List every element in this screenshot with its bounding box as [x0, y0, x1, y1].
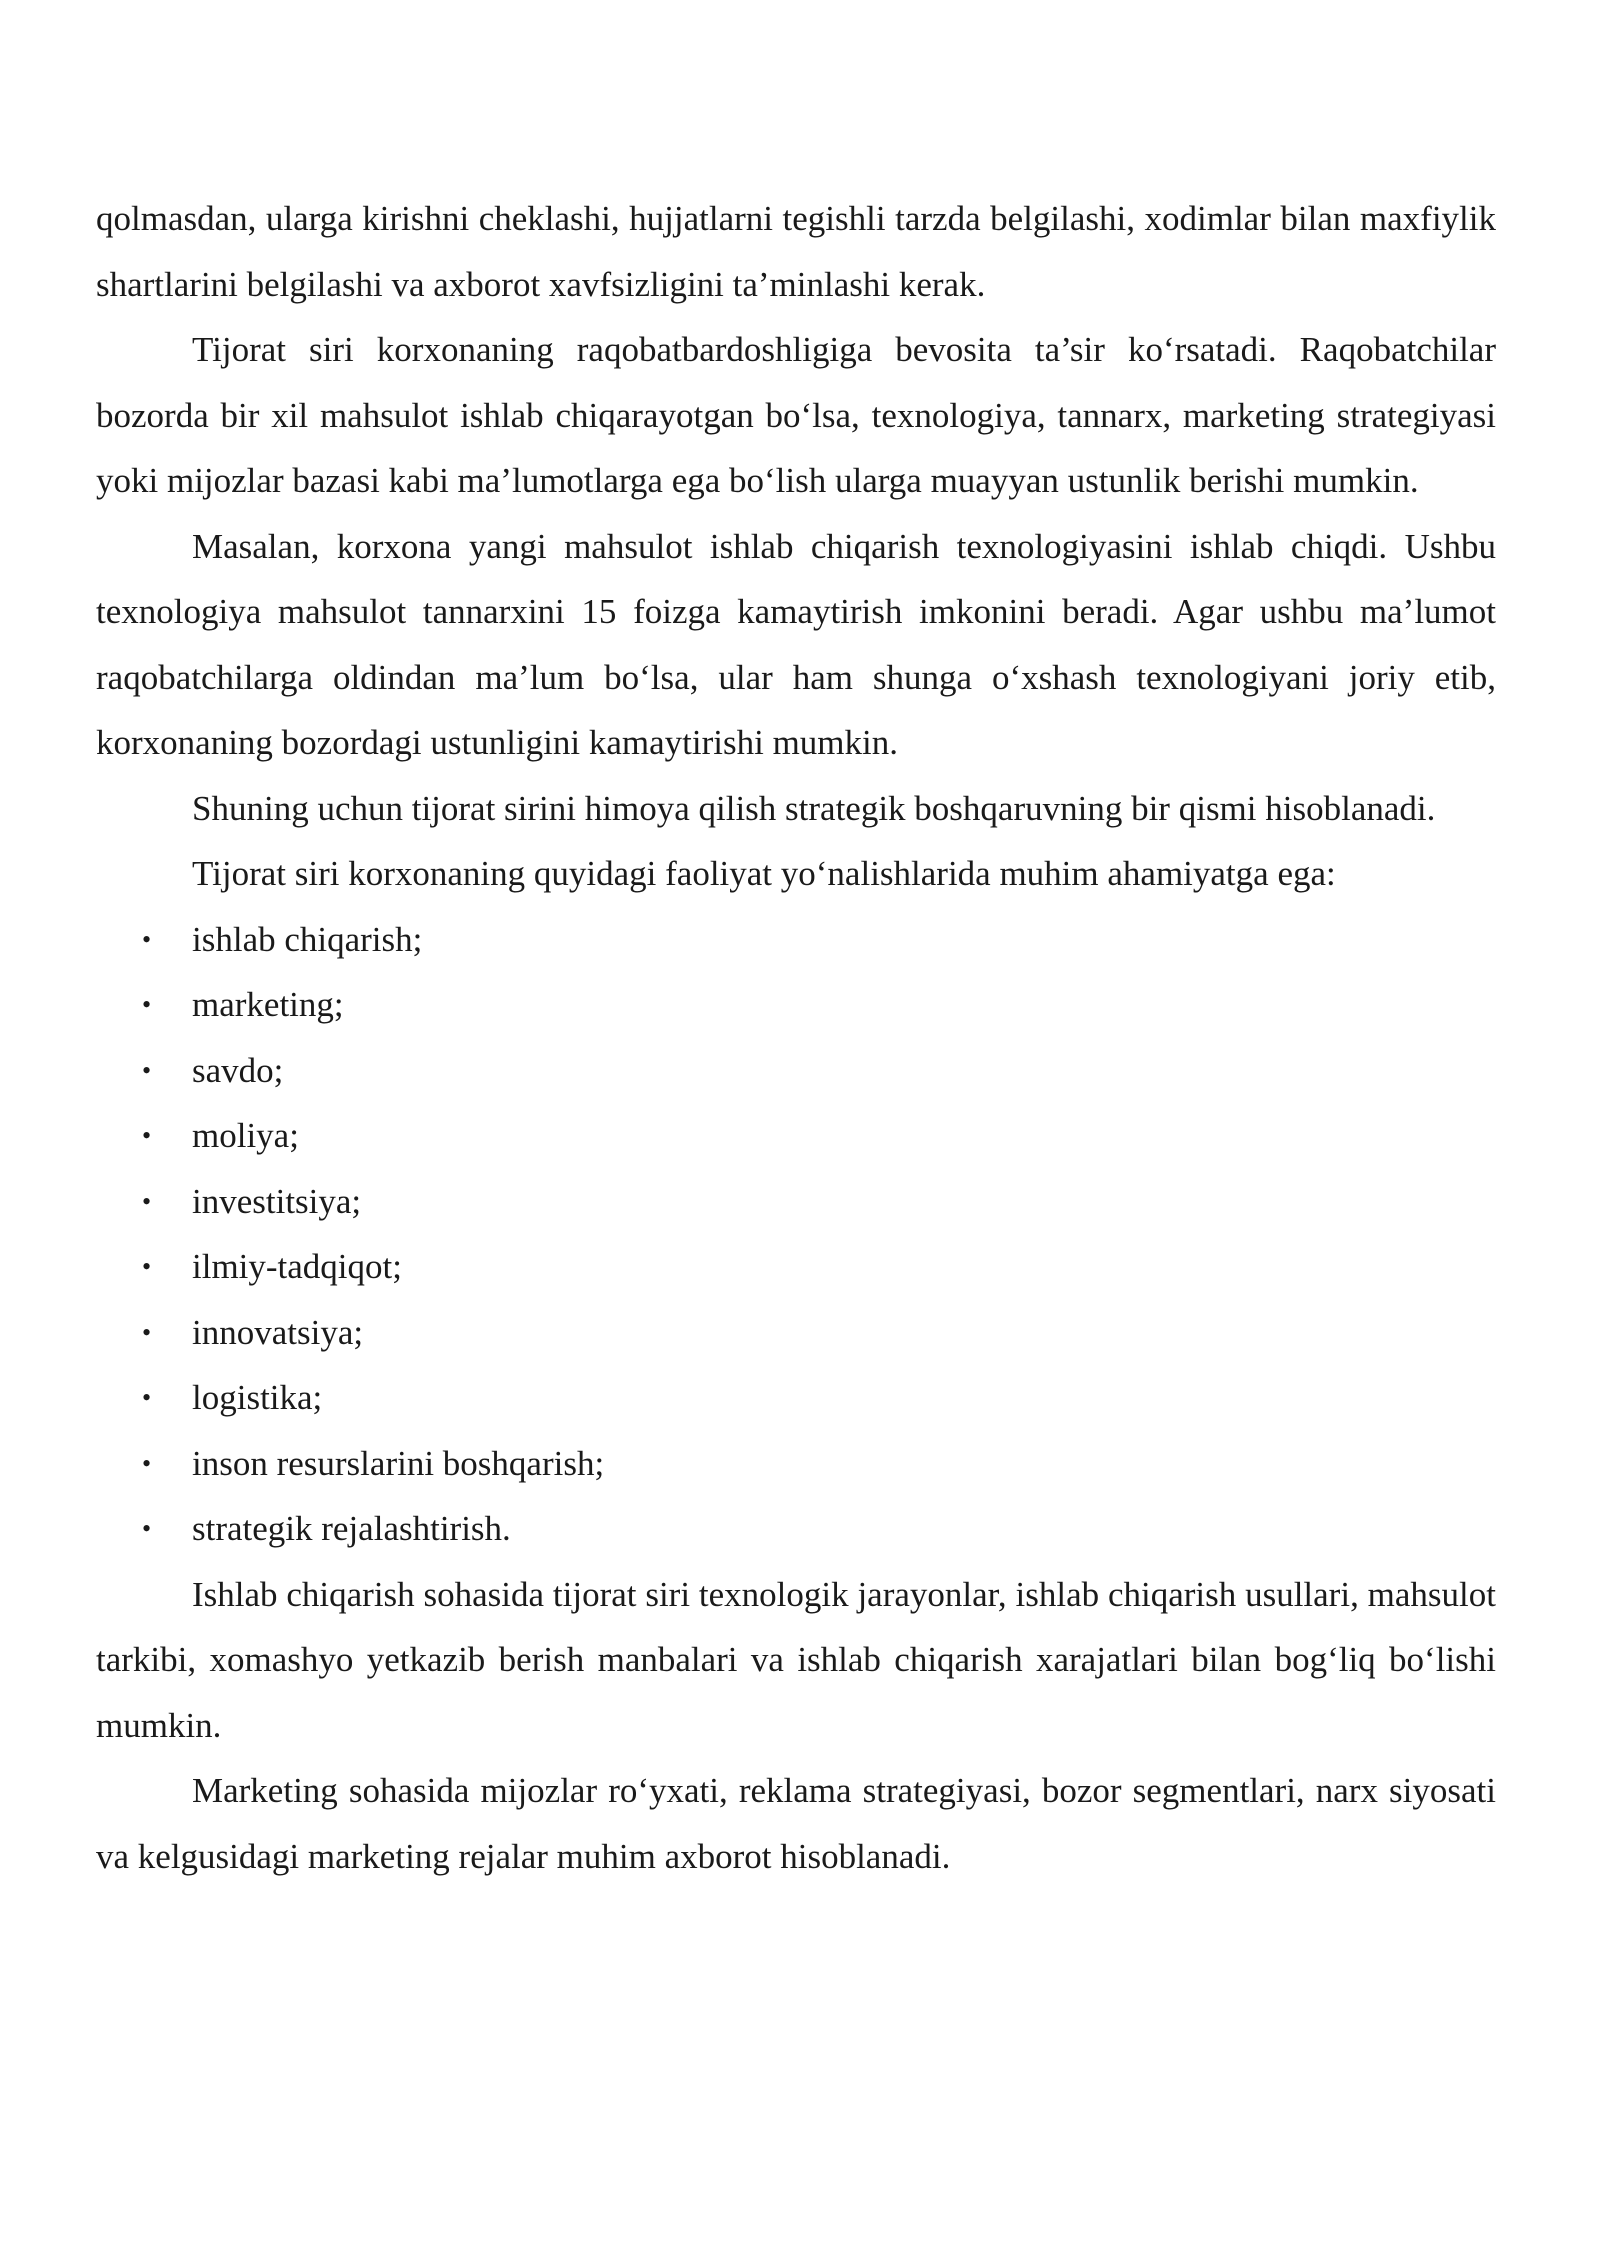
- bullet-icon: •: [142, 1514, 152, 1543]
- list-item-text: moliya;: [192, 1116, 299, 1155]
- paragraph-list-intro: Tijorat siri korxonaning quyidagi faoliyat yo‘nalishlarida muhim ahamiyatga ega:: [192, 854, 1336, 893]
- paragraph-example: Masalan, korxona yangi mahsulot ishlab chiqarish texnologiyasini ishlab chiqdi. Ushbu texnologiya mahsulot tannarxini 15 foizga kamaytirish imkonini beradi. Agar ushbu ma’lumot raqobatchilarga oldindan ma’lum bo‘lsa, ular ham shunga o‘xshash texnologiyani joriy etib, korxonaning bozordagi ustunligini kamaytirishi mumkin.: [96, 526, 1496, 762]
- list-item-text: strategik rejalashtirish.: [192, 1509, 511, 1548]
- document-page: [96, 186, 1496, 1889]
- bullet-icon: •: [142, 1252, 152, 1281]
- bullet-icon: •: [142, 924, 152, 954]
- bullet-icon: •: [142, 1186, 152, 1216]
- bullet-icon: •: [142, 1383, 152, 1412]
- list-item: [96, 1431, 1496, 1497]
- list-item-text: logistika;: [192, 1378, 323, 1417]
- list-item: [96, 1300, 1496, 1366]
- paragraph-marketing: Marketing sohasida mijozlar ro‘yxati, reklama strategiyasi, bozor segmentlari, narx siyosati va kelgusidagi marketing rejalar muhim axborot hisoblanadi.: [96, 1771, 1496, 1876]
- bullet-icon: •: [142, 1448, 152, 1478]
- list-item: [96, 1038, 1496, 1104]
- list-item: [96, 972, 1496, 1038]
- list-item-text: inson resurslarini boshqarish;: [192, 1443, 605, 1483]
- paragraph-production: Ishlab chiqarish sohasida tijorat siri texnologik jarayonlar, ishlab chiqarish usullari, mahsulot tarkibi, xomashyo yetkazib berish manbalari va ishlab chiqarish xarajatlari bilan bog‘liq bo‘lishi mumkin.: [96, 1574, 1496, 1745]
- list-item-text: ilmiy-tadqiqot;: [192, 1247, 402, 1286]
- bullet-icon: •: [142, 990, 152, 1019]
- paragraph-strategic: Shuning uchun tijorat sirini himoya qilish strategik boshqaruvning bir qismi hisoblanadi.: [192, 788, 1436, 828]
- bullet-icon: •: [142, 1317, 152, 1347]
- list-item: [96, 1234, 1496, 1300]
- list-item: [96, 907, 1496, 973]
- list-item-text: marketing;: [192, 985, 344, 1024]
- paragraph-competitiveness: Tijorat siri korxonaning raqobatbardoshligiga bevosita ta’sir ko‘rsatadi. Raqobatchilar bozorda bir xil mahsulot ishlab chiqarayotgan bo‘lsa, texnologiya, tannarx, marketing strategiyasi yoki mijozlar bazasi kabi ma’lumotlarga ega bo‘lish ularga muayyan ustunlik berishi mumkin.: [96, 330, 1496, 500]
- list-item: [96, 1496, 1496, 1562]
- list-item: [96, 1169, 1496, 1235]
- activity-areas-list: [96, 907, 1496, 1562]
- list-item-text: investitsiya;: [192, 1181, 362, 1221]
- list-item-text: savdo;: [192, 1050, 284, 1090]
- list-item: [96, 1103, 1496, 1169]
- bullet-icon: •: [142, 1121, 152, 1150]
- list-item-text: ishlab chiqarish;: [192, 919, 423, 959]
- paragraph-continuation: qolmasdan, ularga kirishni cheklashi, hujjatlarni tegishli tarzda belgilashi, xodimlar bilan maxfiylik shartlarini belgilashi va axborot xavfsizligini ta’minlashi kerak.: [96, 199, 1496, 304]
- list-item: [96, 1365, 1496, 1431]
- bullet-icon: •: [142, 1055, 152, 1085]
- list-item-text: innovatsiya;: [192, 1312, 364, 1352]
